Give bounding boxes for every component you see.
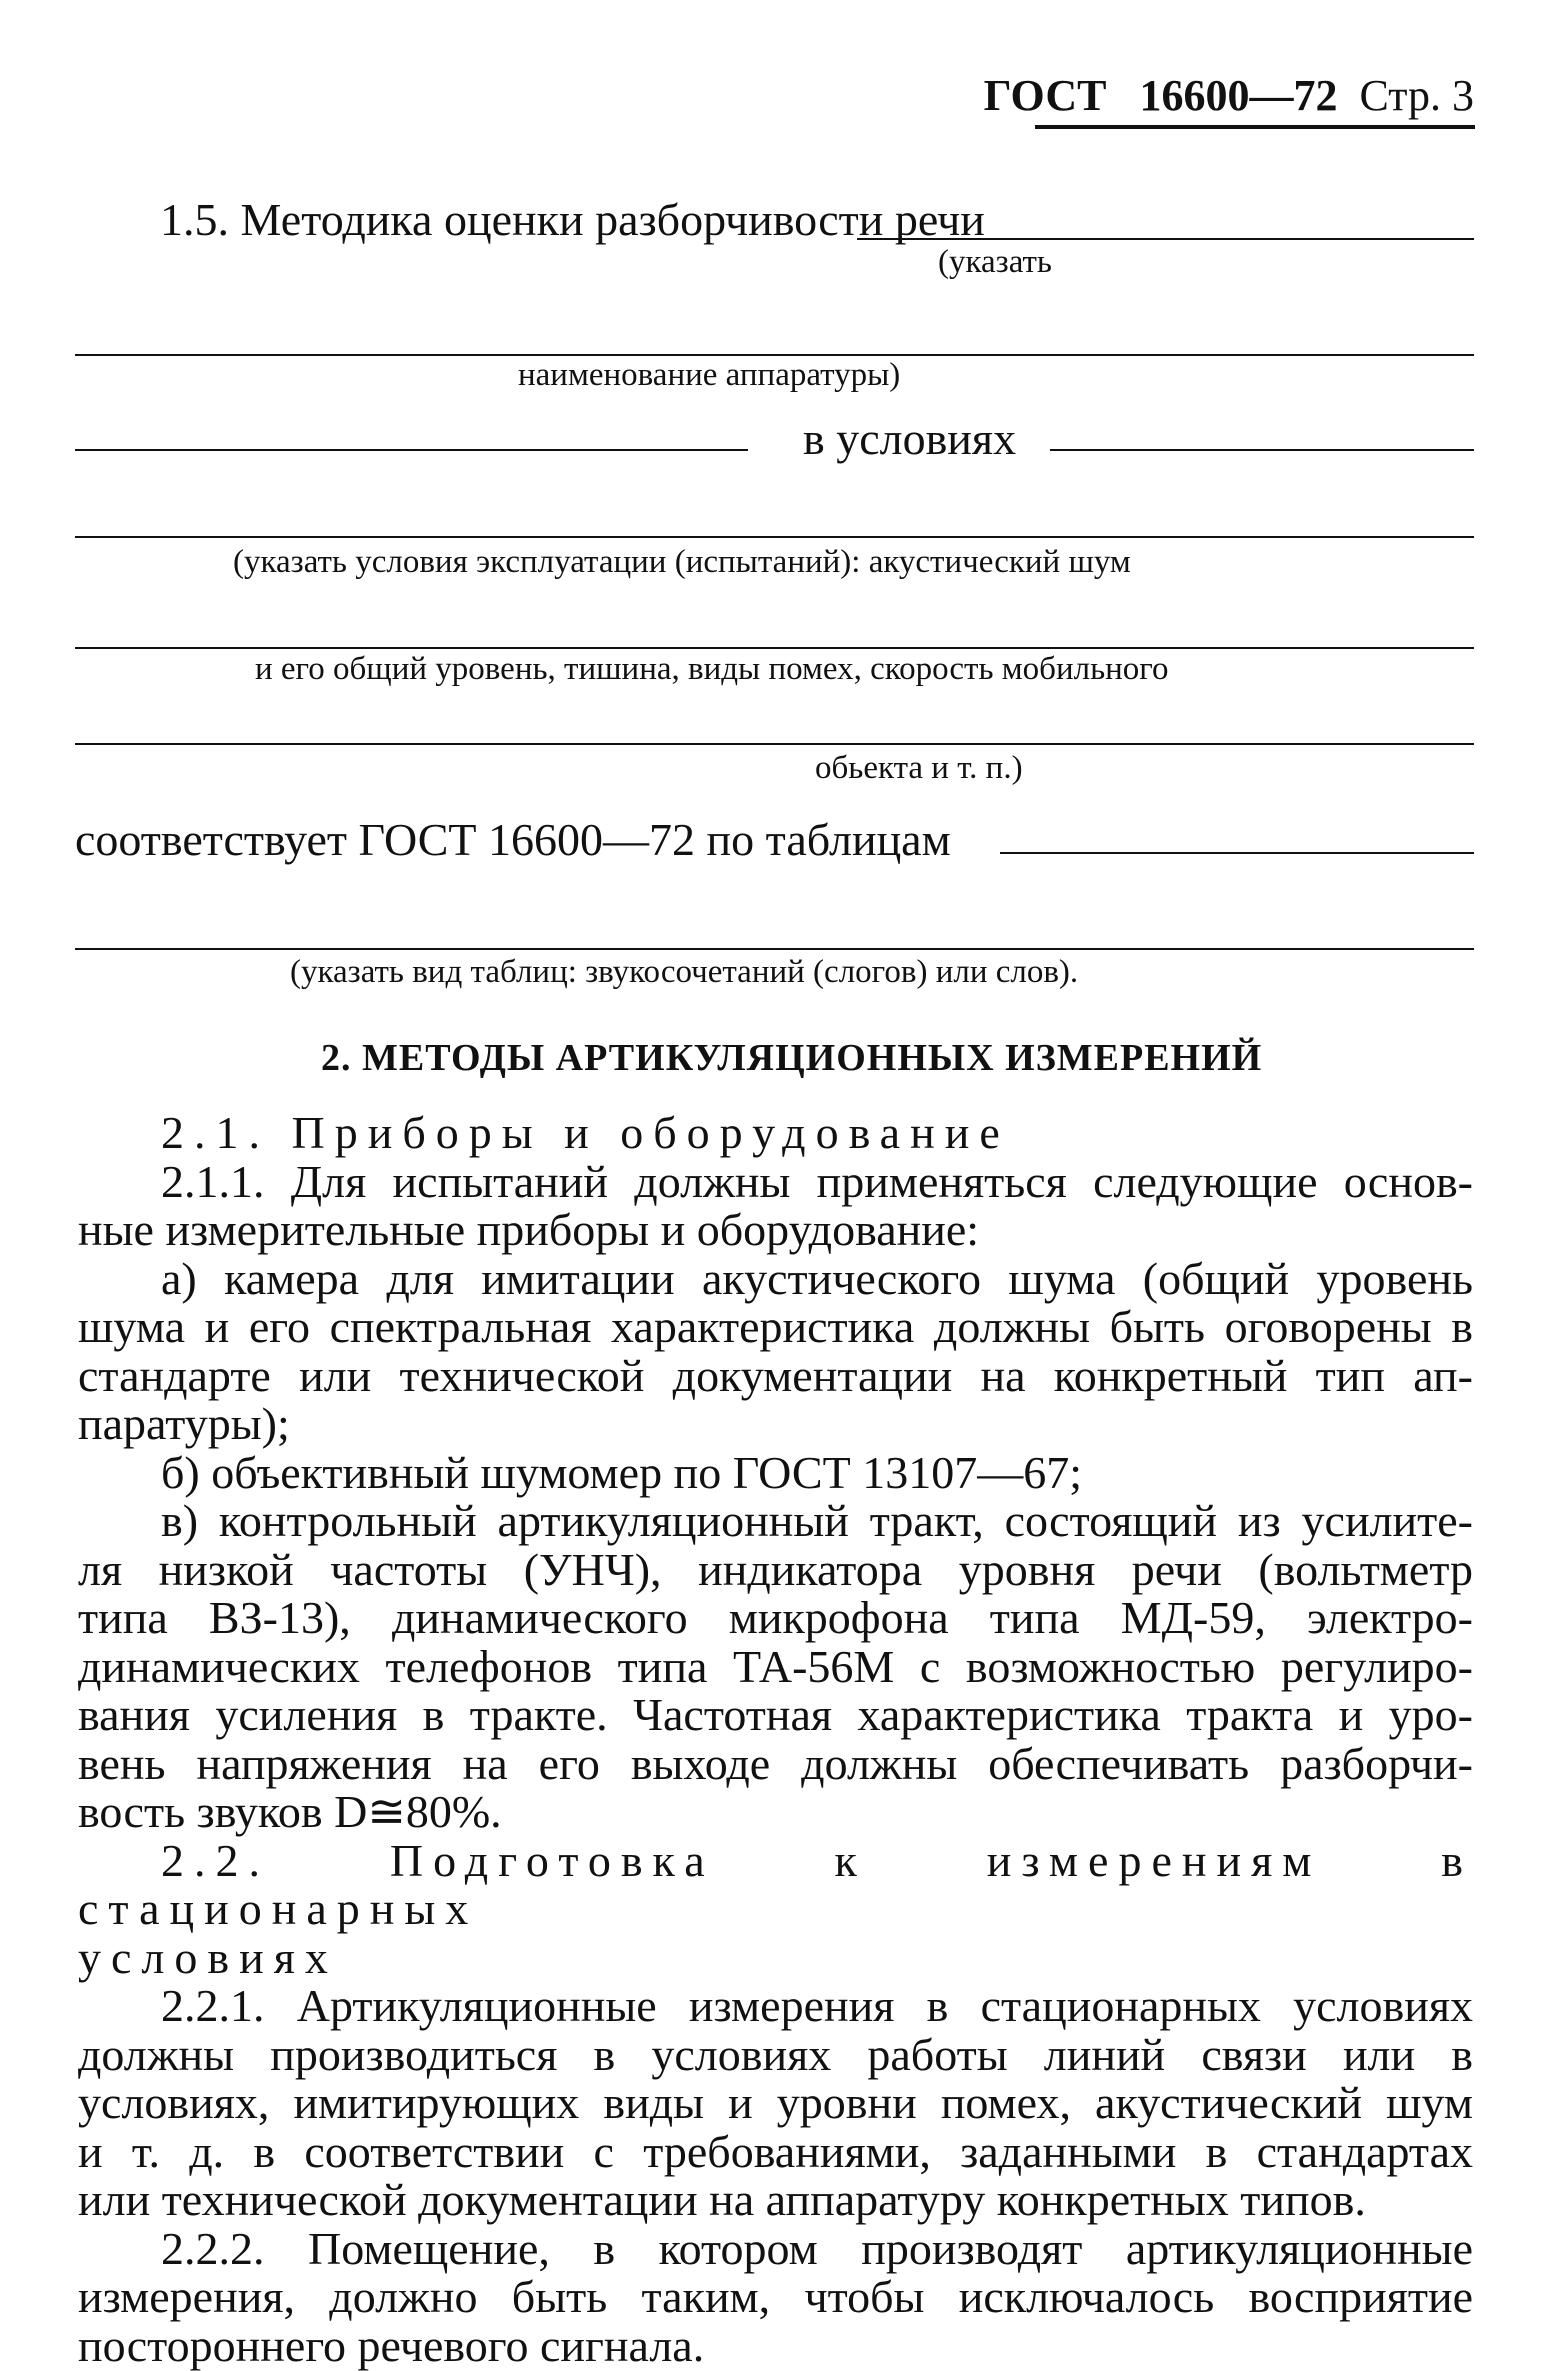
- clause-2-1-1-line-2: ные измерительные приборы и оборудование:: [78, 1204, 980, 1255]
- clause-2-2-1-line-5: или технической документации на аппаратуру конкретных типов.: [78, 2174, 1366, 2225]
- fill-line-2: [75, 354, 1474, 356]
- subsection-2-2-title-text: 2.2. Подготовка к измерениям в стационарных: [78, 1834, 1473, 1934]
- hint-4: и его общий уровень, тишина, виды помех, скорость мобильного: [255, 651, 1169, 687]
- clause-2-2-2-line-1: 2.2.2. Помещение, в котором производят артикуляционные: [161, 2222, 1473, 2274]
- subsection-2-1-title: [78, 1109, 1473, 1158]
- item-b: б) объективный шумомер по ГОСТ 13107—67;: [161, 1446, 1082, 1498]
- clause-2-2-2-line-3: постороннего речевого сигнала.: [78, 2319, 705, 2371]
- hint-3: (указать условия эксплуатации (испытаний): акустический шум: [233, 544, 1131, 580]
- header-number: 16600—72: [1139, 71, 1338, 120]
- item-1-5: 1.5. Методика оценки разборчивости речи: [160, 194, 985, 245]
- subsection-2-2-title-line-1: [78, 1834, 1473, 1934]
- item-v-line-3: типа ВЗ-13), динамического микрофона типа МД-59, электро-: [78, 1592, 1473, 1643]
- header-page: Стр. 3: [1359, 71, 1474, 120]
- hint-2: наименование аппаратуры): [518, 357, 901, 393]
- fill-line-1: [857, 238, 1474, 240]
- complies-text: соответствует ГОСТ 16600—72 по таблицам: [75, 814, 951, 865]
- item-a-line-4: паратуры);: [78, 1398, 290, 1449]
- hint-5: обьекта и т. п.): [815, 750, 1023, 786]
- hint-1: (указать: [938, 244, 1052, 280]
- clause-2-2-1-line-2: должны производиться в условиях работы линий связи или в: [78, 2028, 1473, 2080]
- item-v-line-1: в) контрольный артикуляционный тракт, состоящий из усилите-: [161, 1495, 1473, 1546]
- item-v-line-4: динамических телефонов типа ТА-56М с возможностью регулиро-: [78, 1640, 1473, 1692]
- fill-line-8: [75, 948, 1474, 950]
- clause-2-1-1-line-1: 2.1.1. Для испытаний должны применяться следующие основ-: [161, 1155, 1473, 1207]
- fill-line-3b: [1050, 449, 1474, 451]
- item-a-line-3: стандарте или технической документации на конкретный тип ап-: [78, 1349, 1473, 1401]
- page-header: [984, 70, 1474, 121]
- header-gost: ГОСТ: [983, 71, 1107, 120]
- section-body: [78, 1109, 1473, 2370]
- item-v-line-5: вания усиления в тракте. Частотная характеристика тракта и уро-: [78, 1689, 1473, 1740]
- subsection-2-1-title-text: 2.1. Приборы и оборудование: [161, 1107, 1010, 1158]
- fill-line-3a: [75, 449, 748, 451]
- section-heading: 2. МЕТОДЫ АРТИКУЛЯЦИОННЫХ ИЗМЕРЕНИЙ: [321, 1037, 1263, 1079]
- subsection-2-2-title-line-2: [78, 1931, 1473, 1983]
- item-a-line-2: шума и его спектральная характеристика должны быть оговорены в: [78, 1301, 1473, 1352]
- clause-2-2-1-line-3: условиях, имитирующих виды и уровни помех, акустический шум: [78, 2077, 1473, 2128]
- fill-line-6: [75, 743, 1474, 745]
- item-v-line-7: вость звуков D≅80%.: [78, 1786, 502, 1837]
- clause-2-2-1-line-4: и т. д. в соответствии с требованиями, заданными в стандартах: [78, 2125, 1473, 2177]
- in-conditions: в условиях: [803, 413, 1017, 464]
- item-a-line-1: а) камера для имитации акустического шума (общий уровень: [161, 1252, 1473, 1304]
- fill-line-4: [75, 536, 1474, 538]
- item-v-line-6: вень напряжения на его выходе должны обеспечивать разборчи-: [78, 1737, 1473, 1789]
- fill-line-7: [1000, 852, 1474, 854]
- hint-6: (указать вид таблиц: звукосочетаний (слогов) или слов).: [290, 954, 1079, 990]
- clause-2-2-2-line-2: измерения, должно быть таким, чтобы исключалось восприятие: [78, 2271, 1473, 2322]
- clause-2-2-1-line-1: 2.2.1. Артикуляционные измерения в стационарных условиях: [161, 1980, 1473, 2031]
- subsection-2-2-title-text-2: условиях: [78, 1931, 338, 1983]
- fill-line-5: [75, 647, 1474, 649]
- item-v-line-2: ля низкой частоты (УНЧ), индикатора уровня речи (вольтметр: [78, 1543, 1473, 1595]
- header-rule: [1035, 125, 1475, 129]
